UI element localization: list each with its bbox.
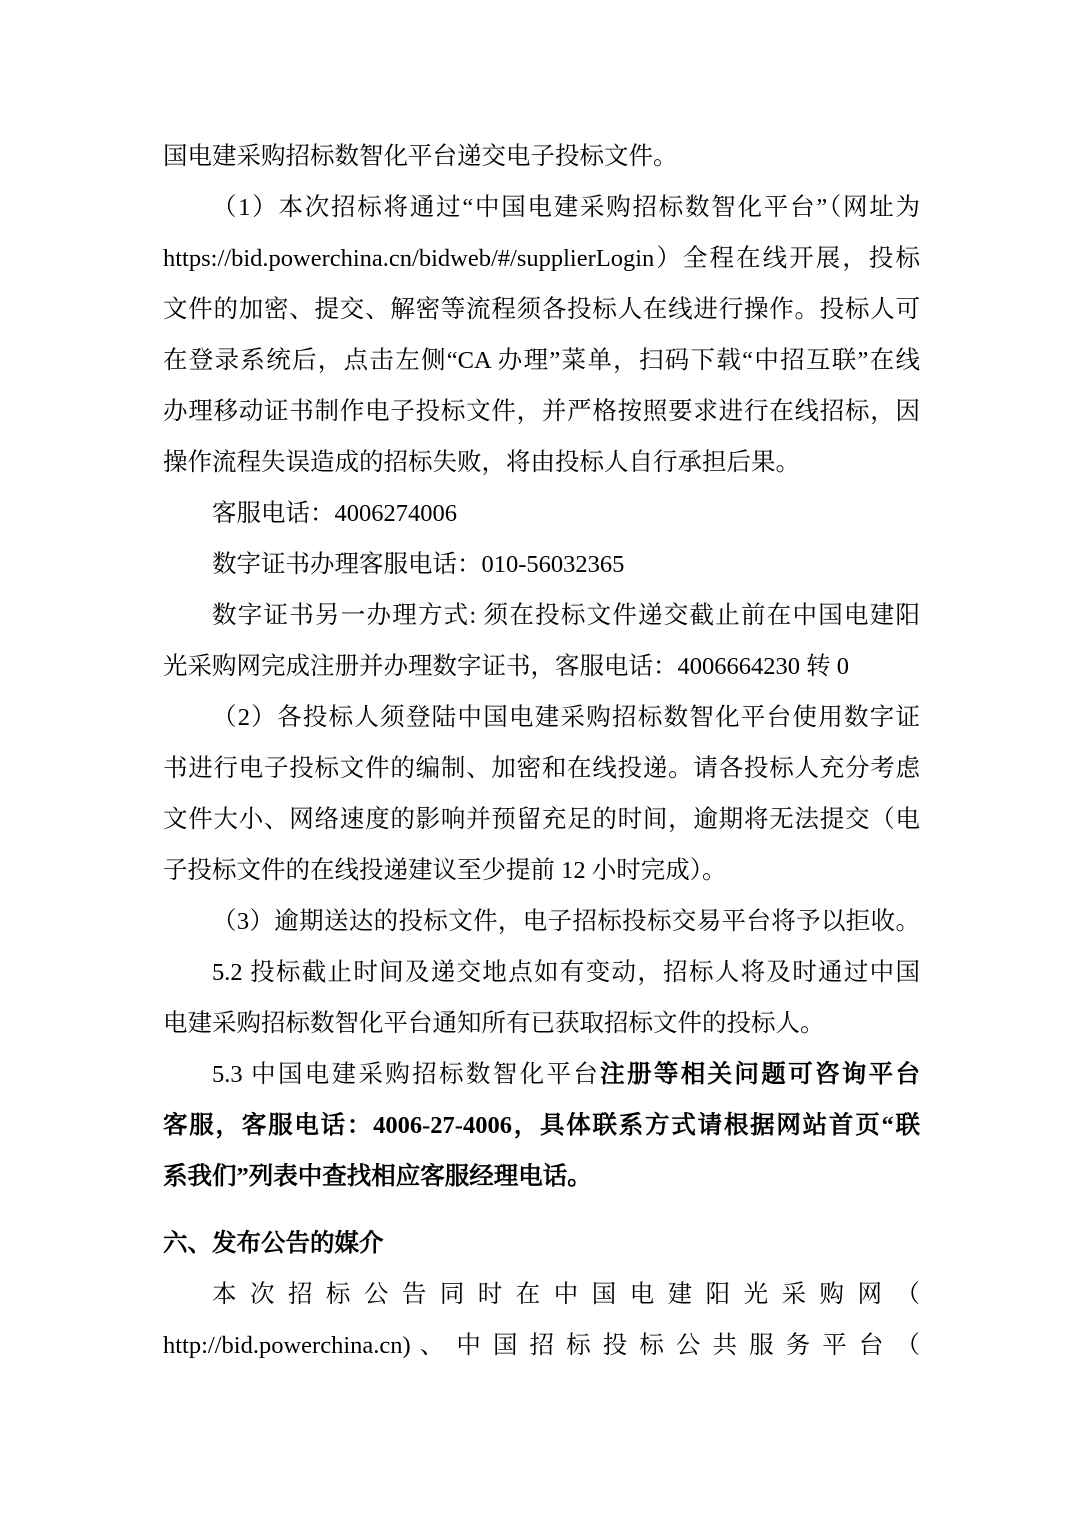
clause-1-line-6: 操作流程失误造成的招标失败，将由投标人自行承担后果。 [163,449,800,476]
clause-5-3-line-2: 客服，客服电话：4006-27-4006，具体联系方式请根据网站首页“联 [163,1112,920,1139]
service-phone-line: 客服电话：4006274006 [212,500,457,527]
clause-1-line-5: 办理移动证书制作电子投标文件，并严格按照要求进行在线招标，因 [163,398,920,425]
clause-5-3-line-3: 系我们”列表中查找相应客服经理电话。 [163,1163,592,1190]
clause-1-line-3: 文件的加密、提交、解密等流程须各投标人在线进行操作。投标人可 [163,296,920,323]
clause-5-3-bold-text: 注册等相关问题可咨询平台 [600,1061,921,1088]
clause-1-line-4: 在登录系统后，点击左侧“CA 办理”菜单，扫码下载“中招互联”在线 [163,347,920,374]
clause-1-line-2-url: https://bid.powerchina.cn/bidweb/#/supplierLogin）全程在线开展，投标 [163,245,920,272]
clause-2-line-1: （2）各投标人须登陆中国电建采购招标数智化平台使用数字证 [212,704,920,731]
section-6-heading: 六、发布公告的媒介 [163,1230,384,1257]
clause-3-line: （3）逾期送达的投标文件，电子招标投标交易平台将予以拒收。 [212,908,920,935]
clause-2-line-2: 书进行电子投标文件的编制、加密和在线投递。请各投标人充分考虑 [163,755,920,782]
cert-alt-method-line-2: 光采购网完成注册并办理数字证书，客服电话：4006664230 转 0 [163,653,849,680]
continuation-line: 国电建采购招标数智化平台递交电子投标文件。 [163,143,678,170]
cert-alt-method-line-1: 数字证书另一办理方式: 须在投标文件递交截止前在中国电建阳 [212,602,920,629]
clause-5-2-line-2: 电建采购招标数智化平台通知所有已获取招标文件的投标人。 [163,1010,825,1037]
media-line-2: http://bid.powerchina.cn) 、 中 国 招 标 投 标 公 共 服 务 平 台 （ [163,1332,920,1359]
clause-5-2-line-1: 5.2 投标截止时间及递交地点如有变动，招标人将及时通过中国 [212,959,920,986]
clause-5-3-line-1 [163,1049,920,1100]
clause-2-line-3: 文件大小、网络速度的影响并预留充足的时间，逾期将无法提交（电 [163,806,920,833]
cert-phone-line: 数字证书办理客服电话：010-56032365 [212,551,625,578]
clause-1-line-1: （1）本次招标将通过“中国电建采购招标数智化平台”（网址为 [212,194,920,221]
clause-2-line-4: 子投标文件的在线投递建议至少提前 12 小时完成）。 [163,857,727,884]
media-line-1: 本 次 招 标 公 告 同 时 在 中 国 电 建 阳 光 采 购 网 （ [212,1281,920,1308]
clause-5-3-normal-text: 5.3 中国电建采购招标数智化平台 [212,1061,601,1088]
